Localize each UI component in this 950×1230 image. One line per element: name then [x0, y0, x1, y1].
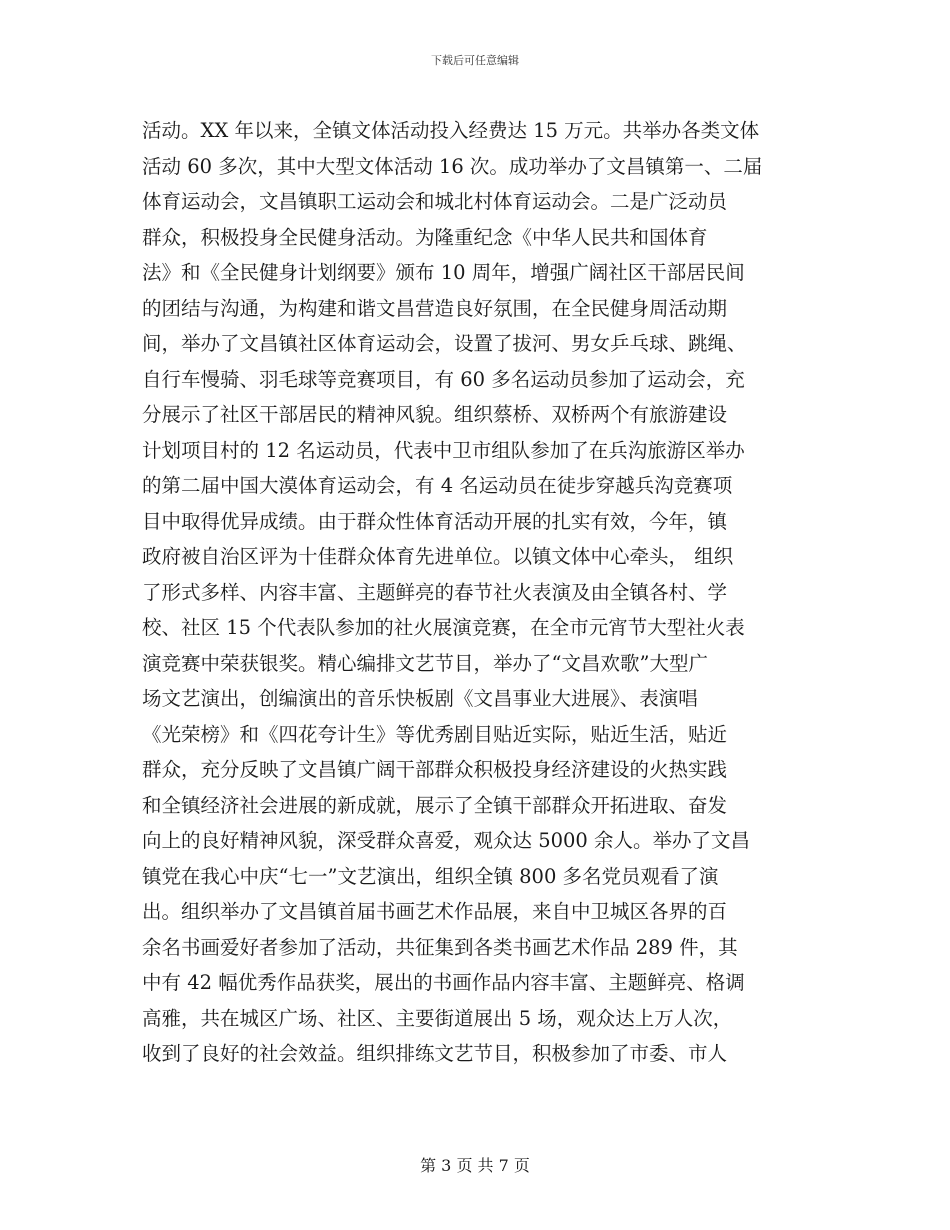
- body-line: 分展示了社区干部居民的精神风貌。组织蔡桥、双桥两个有旅游建设: [142, 403, 728, 426]
- document-body: [142, 113, 814, 1072]
- body-line: 和全镇经济社会进展的新成就，展示了全镇干部群众开拓进取、奋发: [142, 793, 728, 817]
- body-line: 《光荣榜》和《四花夸计生》等优秀剧目贴近实际，贴近生活，贴近: [142, 722, 728, 746]
- body-line: 的团结与沟通，为构建和谐文昌营造良好氛围，在全民健身周活动期: [142, 296, 728, 320]
- body-line: 体育运动会，文昌镇职工运动会和城北村体育运动会。二是广泛动员: [142, 190, 728, 213]
- body-line: 群众，充分反映了文昌镇广阔干部群众积极投身经济建设的火热实践: [142, 758, 728, 781]
- body-line: 收到了良好的社会效益。组织排练文艺节目，积极参加了市委、市人: [142, 1042, 728, 1065]
- page-number-footer: 第 3 页 共 7 页: [420, 1156, 530, 1175]
- body-line: 计划项目村的 12 名运动员，代表中卫市组队参加了在兵沟旅游区举办: [142, 438, 745, 462]
- body-line: 镇党在我心中庆“七一”文艺演出，组织全镇 800 多名党员观看了演: [142, 864, 719, 888]
- body-line: 了形式多样、内容丰富、主题鲜亮的春节社火表演及由全镇各村、学: [142, 580, 728, 604]
- body-line: 活动。XX 年以来，全镇文体活动投入经费达 15 万元。共举办各类文体: [142, 119, 760, 142]
- page-header: 下载后可任意编辑: [431, 54, 519, 67]
- body-line: 演竞赛中荣获银奖。精心编排文艺节目，举办了“文昌欢歌”大型广: [142, 651, 708, 675]
- body-line: 中有 42 幅优秀作品获奖，展出的书画作品内容丰富、主题鲜亮、格调: [142, 971, 745, 994]
- body-line: 目中取得优异成绩。由于群众性体育活动开展的扎实有效，今年，镇: [142, 509, 728, 533]
- body-line: 向上的良好精神风貌，深受群众喜爱，观众达 5000 余人。举办了文昌: [142, 829, 751, 852]
- body-line: 政府被自治区评为十佳群众体育先进单位。以镇文体中心牵头， 组织: [142, 545, 734, 568]
- body-line: 出。组织举办了文昌镇首届书画艺术作品展，来自中卫城区各界的百: [142, 900, 728, 923]
- body-line: 法》和《全民健身计划纲要》颁布 10 周年，增强广阔社区干部居民间: [142, 261, 745, 284]
- body-line: 场文艺演出，创编演出的音乐快板剧《文昌事业大进展》、表演唱: [142, 687, 698, 710]
- body-line: 活动 60 多次，其中大型文体活动 16 次。成功举办了文昌镇第一、二届: [142, 154, 763, 178]
- body-line: 的第二届中国大漠体育运动会，有 4 名运动员在徒步穿越兵沟竞赛项: [142, 474, 733, 497]
- body-line: 校、社区 15 个代表队参加的社火展演竞赛，在全市元宵节大型社火表: [142, 616, 745, 639]
- body-line: 群众，积极投身全民健身活动。为隆重纪念《中华人民共和国体育: [142, 225, 708, 249]
- body-line: 余名书画爱好者参加了活动，共征集到各类书画艺术作品 289 件，其: [142, 935, 738, 959]
- body-line: 间，举办了文昌镇社区体育运动会，设置了拔河、男女乒乓球、跳绳、: [142, 332, 747, 355]
- body-line: 自行车慢骑、羽毛球等竞赛项目，有 60 多名运动员参加了运动会，充: [142, 367, 745, 391]
- body-line: 高雅，共在城区广场、社区、主要街道展出 5 场，观众达上万人次，: [142, 1006, 733, 1030]
